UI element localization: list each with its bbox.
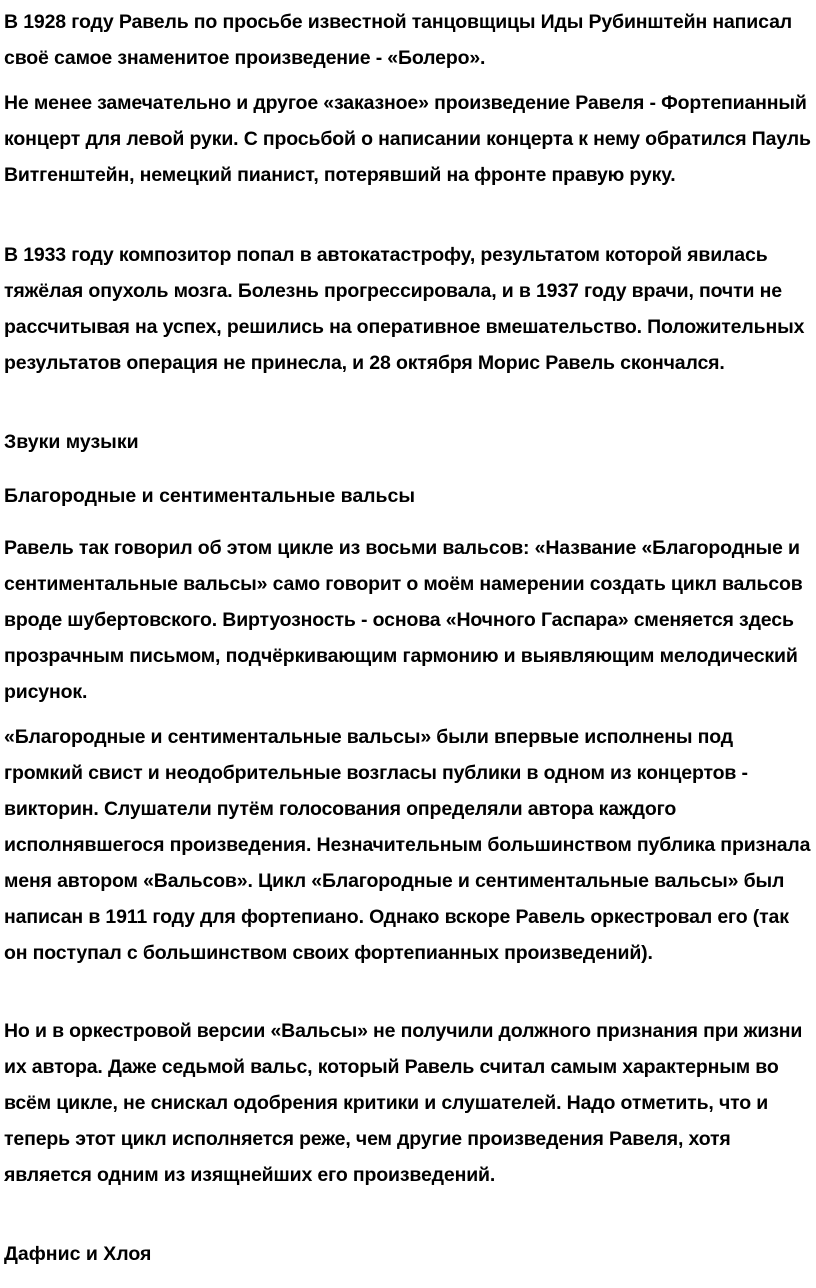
- paragraph-left-hand-concerto: Не менее замечательно и другое «заказное» произведение Равеля - Фортепианный концерт для левой руки. С просьбой о написании концерта к нему обратился Пауль Витгенштейн, немецкий пианист, потерявший на фронте правую руку.: [4, 92, 811, 186]
- heading-daphnis-chloe: Дафнис и Хлоя: [4, 1243, 152, 1265]
- paragraph-ravel-quote: Равель так говорил об этом цикле из восьми вальсов: «Название «Благородные и сентиментальные вальсы» само говорит о моём намерении создать цикл вальсов вроде шубертовского. Виртуозность - основа «Ночного Гаспара» сменяется здесь прозрачным письмом, подчёркивающим гармонию и выявляющим мелодический рисунок.: [4, 537, 803, 703]
- paragraph-premiere: «Благородные и сентиментальные вальсы» были впервые исполнены под громкий свист и неодобрительные возгласы публики в одном из концертов - викторин. Слушатели путём голосования определяли автора каждого исполнявшегося произведения. Незначительным большинством публика признала меня автором «Вальсов». Цикл «Благородные и сентиментальные вальсы» был написан в 1911 году для фортепиано. Однако вскоре Равель оркестровал его (так он поступал с большинством своих фортепианных произведений).: [4, 726, 811, 964]
- paragraph-bolero: В 1928 году Равель по просьбе известной танцовщицы Иды Рубинштейн написал своё самое знаменитое произведение - «Болеро».: [4, 11, 793, 69]
- heading-sounds-of-music: Звуки музыки: [4, 431, 139, 453]
- heading-valses-nobles: Благородные и сентиментальные вальсы: [4, 485, 416, 507]
- paragraph-accident: В 1933 году композитор попал в автокатастрофу, результатом которой явилась тяжёлая опухоль мозга. Болезнь прогрессировала, и в 1937 году врачи, почти не рассчитывая на успех, решились на оперативное вмешательство. Положительных результатов операция не принесла, и 28 октября Морис Равель скончался.: [4, 244, 805, 374]
- paragraph-orchestral-version: Но и в оркестровой версии «Вальсы» не получили должного признания при жизни их автора. Даже седьмой вальс, который Равель считал самым характерным во всём цикле, не снискал одобрения критики и слушателей. Надо отметить, что и теперь этот цикл исполняется реже, чем другие произведения Равеля, хотя является одним из изящнейших его произведений.: [4, 1020, 803, 1186]
